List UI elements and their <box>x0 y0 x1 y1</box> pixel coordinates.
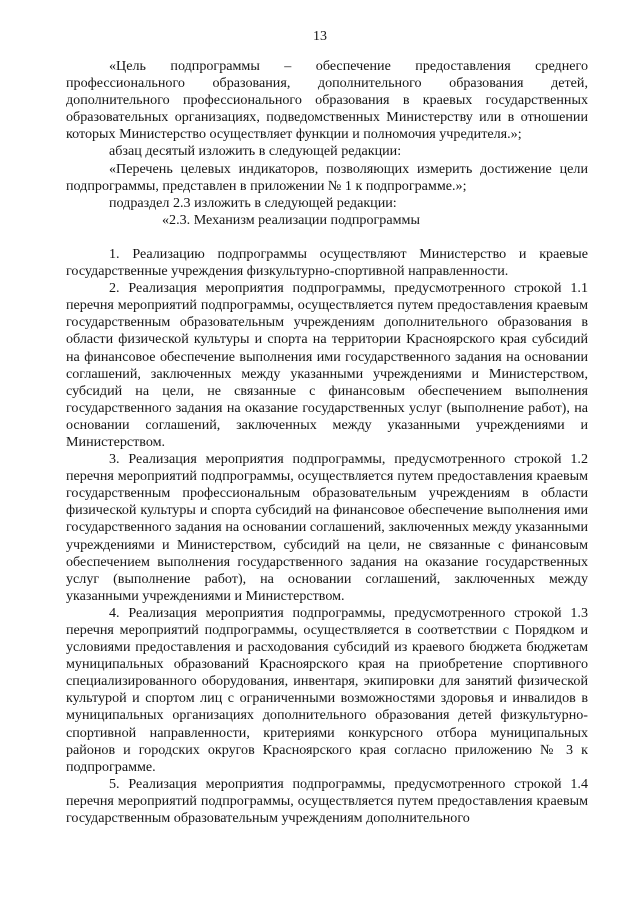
section-heading: «2.3. Механизм реализации подпрограммы <box>162 211 420 228</box>
paragraph-item-5: 5. Реализация мероприятия подпрограммы, предусмотренного строкой 1.4 перечня мероприятий подпрограммы, осуществляется путем предоставления краевым государственным образовательным учреждениям дополнительного <box>66 775 588 827</box>
page-number: 13 <box>313 29 327 44</box>
paragraph-indicators-quote: «Перечень целевых индикаторов, позволяющих измерить достижение цели подпрограммы, представлен в приложении № 1 к подпрограмме.»; <box>66 160 588 194</box>
document-body <box>66 58 588 827</box>
paragraph-instruction-10: абзац десятый изложить в следующей редакции: <box>109 143 402 160</box>
paragraph-item-2: 2. Реализация мероприятия подпрограммы, предусмотренного строкой 1.1 перечня мероприятий подпрограммы, осуществляется путем предоставления краевым государственным образовательным учреждениям дополнительного образования в области физической культуры и спорта на территории Красноярского края субсидий на финансовое обеспечение выполнения ими государственного задания на основании соглашений, заключенных между указанными учреждениями и Министерством, субсидий на цели, не связанные с финансовым обеспечением выполнения государственного задания на оказание государственных услуг (выполнение работ), на основании соглашений, заключенных между указанными учреждениями и Министерством. <box>66 280 588 450</box>
paragraph-item-3: 3. Реализация мероприятия подпрограммы, предусмотренного строкой 1.2 перечня мероприятий подпрограммы, осуществляется путем предоставления краевым государственным профессиональным образовательным учреждениям в области физической культуры и спорта субсидий на финансовое обеспечение выполнения ими государственного задания на основании соглашений, заключенных между указанными учреждениями и Министерством, субсидий на цели, не связанные с финансовым обеспечением выполнения государственного задания на оказание государственных услуг (выполнение работ), на основании соглашений, заключенных между указанными учреждениями и Министерством. <box>66 451 588 604</box>
paragraph-goal-quote: «Цель подпрограммы – обеспечение предоставления среднего профессионального образования, дополнительного образования детей, дополнительного профессионального образования в краевых государственных образовательных организациях, подведомственных Министерству или в отношении которых Министерство осуществляет функции и полномочия учредителя.»; <box>66 58 588 143</box>
paragraph-item-4: 4. Реализация мероприятия подпрограммы, предусмотренного строкой 1.3 перечня мероприятий подпрограммы, осуществляется в соответствии с Порядком и условиями предоставления и расходования субсидий из краевого бюджета бюджетам муниципальных образований Красноярского края на приобретение спортивного специализированного оборудования, инвентаря, экипировки для занятий физической культурой и спортом лиц с ограниченными возможностями здоровья и инвалидов в муниципальных организациях дополнительного образования детей физкультурно-спортивной направленности, критериями конкурсного отбора муниципальных районов и городских округов Красноярского края согласно приложению № 3 к подпрограмме. <box>66 604 588 775</box>
paragraph-instruction-2-3: подраздел 2.3 изложить в следующей редакции: <box>109 194 397 211</box>
paragraph-item-1: 1. Реализацию подпрограммы осуществляют Министерство и краевые государственные учреждения физкультурно-спортивной направленности. <box>66 245 588 280</box>
